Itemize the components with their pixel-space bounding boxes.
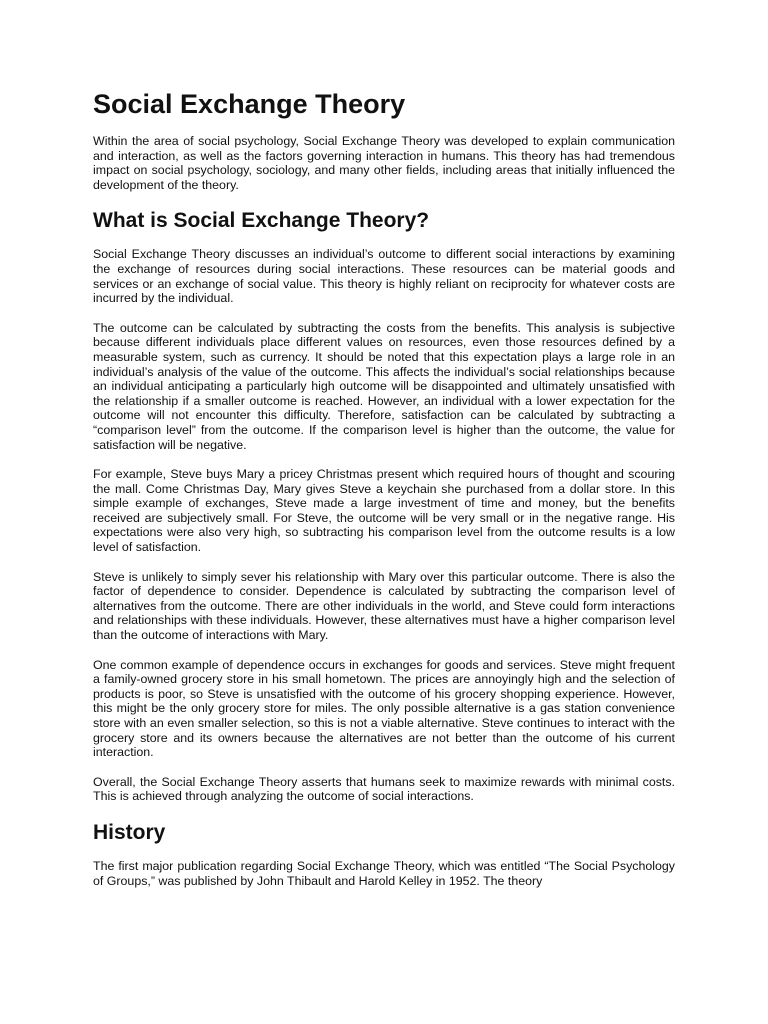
- section-heading-history: History: [93, 820, 166, 844]
- body-paragraph: The first major publication regarding Social Exchange Theory, which was entitled “The Social Psychology of Groups,” was published by John Thibault and Harold Kelley in 1952. The theory: [93, 858, 675, 888]
- body-paragraph: Steve is unlikely to simply sever his relationship with Mary over this particular outcome. There is also the factor of dependence to consider. Dependence is calculated by subtracting the comparison level of alternatives from the outcome. There are other individuals in the world, and Steve could form interactions and relationships with these individuals. However, these alternatives must have a higher comparison level than the outcome of interactions with Mary.: [93, 569, 675, 643]
- body-paragraph: Overall, the Social Exchange Theory asserts that humans seek to maximize rewards with minimal costs. This is achieved through analyzing the outcome of social interactions.: [93, 774, 675, 804]
- body-paragraph: For example, Steve buys Mary a pricey Christmas present which required hours of thought and scouring the mall. Come Christmas Day, Mary gives Steve a keychain she purchased from a dollar store. In this simple example of exchanges, Steve made a large investment of time and money, but the benefits received are subjectively small. For Steve, the outcome will be very small or in the negative range. His expectations were also very high, so subtracting his comparison level from the outcome results is a low level of satisfaction.: [93, 467, 675, 555]
- body-paragraph: The outcome can be calculated by subtracting the costs from the benefits. This analysis is subjective because different individuals place different values on resources, even those resources defined by a measurable system, such as currency. It should be noted that this expectation plays a large role in an individual’s analysis of the value of the outcome. This affects the individual’s social relationships because an individual anticipating a particularly high outcome will be disappointed and ultimately unsatisfied with the relationship if a smaller outcome is reached. However, an individual with a lower expectation for the outcome will not encounter this difficulty. Therefore, satisfaction can be calculated by subtracting a “comparison level” from the outcome. If the comparison level is higher than the outcome, the value for satisfaction will be negative.: [93, 320, 675, 452]
- document-title: Social Exchange Theory: [93, 89, 406, 119]
- body-paragraph: Social Exchange Theory discusses an individual’s outcome to different social interactions by examining the exchange of resources during social interactions. These resources can be material goods and services or an exchange of social value. This theory is highly reliant on reciprocity for whatever costs are incurred by the individual.: [93, 247, 675, 306]
- body-paragraph: One common example of dependence occurs in exchanges for goods and services. Steve might frequent a family-owned grocery store in his small hometown. The prices are annoyingly high and the selection of products is poor, so Steve is unsatisfied with the outcome of his grocery shopping experience. However, this might be the only grocery store for miles. The only possible alternative is a gas station convenience store with an even smaller selection, so this is not a viable alternative. Steve continues to interact with the grocery store and its owners because the alternatives are not better than the outcome of his current interaction.: [93, 657, 675, 760]
- document-page: [93, 86, 675, 903]
- section-heading-what-is: What is Social Exchange Theory?: [93, 209, 430, 233]
- intro-paragraph: Within the area of social psychology, Social Exchange Theory was developed to explain communication and interaction, as well as the factors governing interaction in humans. This theory has had tremendous impact on social psychology, sociology, and many other fields, including areas that initially influenced the development of the theory.: [93, 134, 675, 192]
